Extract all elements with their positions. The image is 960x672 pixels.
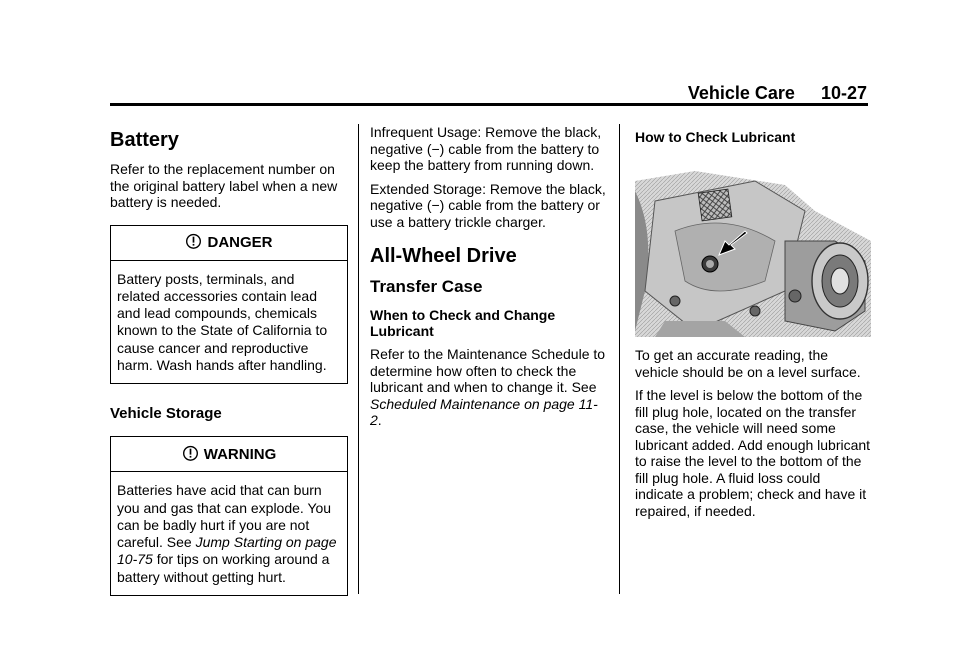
column-divider xyxy=(358,124,359,594)
when-to-check-text xyxy=(370,346,606,429)
page-header xyxy=(688,83,867,104)
danger-header xyxy=(111,226,347,261)
warning-text xyxy=(111,472,347,595)
vehicle-storage-heading: Vehicle Storage xyxy=(110,405,222,423)
column-divider xyxy=(619,124,620,594)
warning-box xyxy=(110,436,348,596)
fill-level-text: If the level is below the bottom of the fill plug hole, located on the transfer case, the vehicle will need some lubricant added. Add enough lubricant to raise the level to the bottom of the fill plug hole. A fluid loss could indicate a problem; check and have it repaired, if needed. xyxy=(635,387,871,519)
check-text-end: . xyxy=(377,412,382,428)
battery-heading: Battery xyxy=(110,129,179,151)
transfer-case-image xyxy=(635,171,871,337)
header-rule xyxy=(110,103,868,106)
awd-heading: All-Wheel Drive xyxy=(370,245,517,267)
warning-label: WARNING xyxy=(203,445,277,463)
scheduled-maintenance-link[interactable]: Scheduled Maintenance on page 11-2 xyxy=(370,395,598,428)
warning-text-start: Batteries have acid that can burn you and gas that can explode. You can be badly hurt if you are not careful. See xyxy=(117,482,332,551)
transfer-case-illustration xyxy=(635,171,871,337)
check-text-start: Refer to the Maintenance Schedule to determine how often to check the lubricant and when to change it. See xyxy=(370,346,606,395)
when-to-check-heading: When to Check and Change Lubricant xyxy=(370,307,556,339)
accurate-reading-text: To get an accurate reading, the vehicle should be on a level surface. xyxy=(635,347,861,380)
transfer-case-heading: Transfer Case xyxy=(370,277,483,296)
infrequent-usage-text: Infrequent Usage: Remove the black, negative (−) cable from the battery to keep the battery from running down. xyxy=(370,124,602,173)
danger-box xyxy=(110,225,348,385)
warning-text-end: for tips on working around a battery without getting hurt. xyxy=(117,551,330,585)
jump-starting-link[interactable]: Jump Starting on page 10-75 xyxy=(117,534,337,568)
warning-header xyxy=(111,437,347,472)
how-to-check-heading: How to Check Lubricant xyxy=(635,129,796,145)
section-title: Vehicle Care xyxy=(687,83,795,103)
column-1 xyxy=(110,124,348,610)
column-2 xyxy=(370,124,606,436)
extended-storage-text: Extended Storage: Remove the black, negative (−) cable from the battery or use a battery trickle charger. xyxy=(370,180,606,230)
caution-icon xyxy=(182,444,199,461)
page-number: 10-27 xyxy=(820,83,867,103)
danger-text: Battery posts, terminals, and related accessories contain lead and lead compounds, chemicals known to the State of California to cause cancer and reproductive harm. Wash hands after handling. xyxy=(117,270,328,373)
caution-icon xyxy=(185,232,202,249)
battery-intro: Refer to the replacement number on the original battery label when a new battery is needed. xyxy=(110,161,338,210)
danger-label: DANGER xyxy=(207,234,273,251)
column-3 xyxy=(635,124,871,526)
